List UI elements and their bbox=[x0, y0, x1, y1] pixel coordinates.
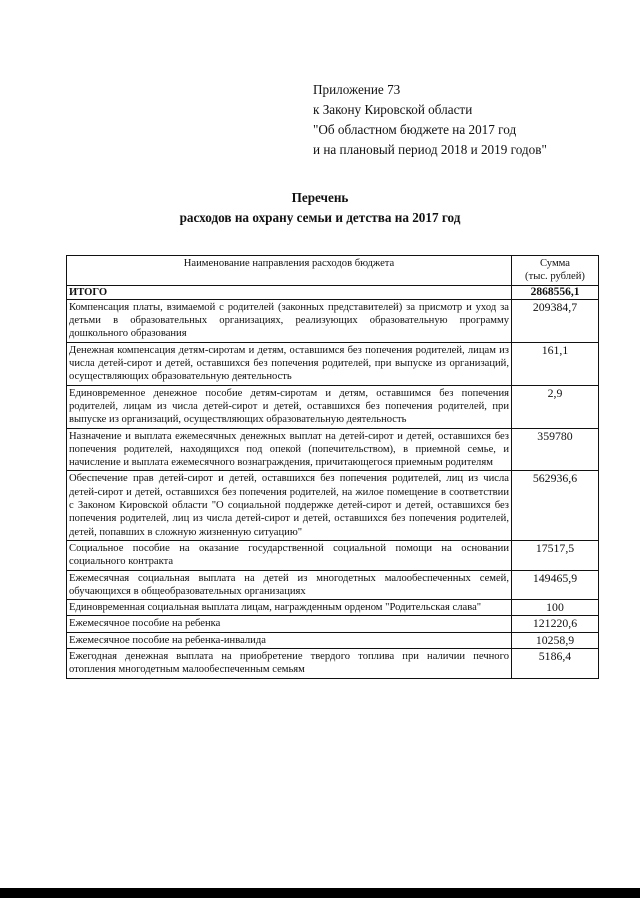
row-name: Ежемесячная социальная выплата на детей из многодетных малообеспеченных семей, обучающихся в общеобразовательных организациях bbox=[67, 570, 512, 600]
row-sum: 562936,6 bbox=[512, 471, 599, 540]
table-row bbox=[67, 299, 599, 342]
appendix-law-period: и на плановый период 2018 и 2019 годов" bbox=[313, 142, 547, 157]
appendix-number: Приложение 73 bbox=[313, 82, 401, 97]
row-name: Социальное пособие на оказание государственной социальной помощи на основании социального контракта bbox=[67, 540, 512, 570]
column-header-sum-label: Сумма bbox=[540, 258, 570, 269]
table-row bbox=[67, 632, 599, 648]
column-header-name: Наименование направления расходов бюджета bbox=[67, 256, 512, 286]
table-row bbox=[67, 616, 599, 632]
row-name: Ежемесячное пособие на ребенка bbox=[67, 616, 512, 632]
column-header-sum-unit: (тыс. рублей) bbox=[525, 271, 585, 283]
row-name: Компенсация платы, взимаемой с родителей (законных представителей) за присмотр и уход за детьми в образовательных организациях, реализующих образовательную программу дошкольного образования bbox=[67, 299, 512, 342]
total-value: 2868556,1 bbox=[512, 285, 599, 299]
row-name: Единовременная социальная выплата лицам, награжденным орденом "Родительская слава" bbox=[67, 600, 512, 616]
table-row bbox=[67, 342, 599, 385]
title-line-1: Перечень bbox=[291, 190, 349, 205]
table-row bbox=[67, 428, 599, 471]
row-sum: 5186,4 bbox=[512, 649, 599, 679]
table-header-row bbox=[67, 256, 599, 286]
row-sum: 2,9 bbox=[512, 385, 599, 428]
expenses-table bbox=[66, 255, 599, 679]
row-sum: 359780 bbox=[512, 428, 599, 471]
appendix-header bbox=[313, 80, 613, 160]
table-row bbox=[67, 385, 599, 428]
row-name: Назначение и выплата ежемесячных денежных выплат на детей-сирот и детей, оставшихся без попечения родителей, находящихся под опекой (попечительством), в приемной семье, и начисление и выплата ежемесячного вознаграждения, причитающегося приемным родителям bbox=[67, 428, 512, 471]
row-name: Единовременное денежное пособие детям-сиротам и детям, оставшимся без попечения родителей, лицам из числа детей-сирот и детей, оставшихся без попечения родителей, при выпуске из организаций, осуществляющих образовательную деятельность bbox=[67, 385, 512, 428]
row-sum: 161,1 bbox=[512, 342, 599, 385]
row-sum: 121220,6 bbox=[512, 616, 599, 632]
table-row bbox=[67, 570, 599, 600]
document-title bbox=[0, 188, 640, 228]
table-row bbox=[67, 540, 599, 570]
table-row bbox=[67, 471, 599, 540]
title-line-2: расходов на охрану семьи и детства на 2017 год bbox=[179, 210, 461, 225]
table-row bbox=[67, 600, 599, 616]
row-name: Обеспечение прав детей-сирот и детей, оставшихся без попечения родителей, лиц из числа детей-сирот и детей, оставшихся без попечения родителей, на жилое помещение в соответствии с Законом Кировской области "О социальной поддержке детей-сирот и детей, оставшихся без попечения родителей, лиц из числа детей-сирот и детей, оставшихся без попечения родителей, детей, попавших в сложную жизненную ситуацию" bbox=[67, 471, 512, 540]
row-name: Ежегодная денежная выплата на приобретение твердого топлива при наличии печного отопления многодетным малообеспеченным семьям bbox=[67, 649, 512, 679]
total-label: ИТОГО bbox=[67, 285, 512, 299]
row-sum: 100 bbox=[512, 600, 599, 616]
appendix-law-title: "Об областном бюджете на 2017 год bbox=[313, 122, 517, 137]
row-name: Ежемесячное пособие на ребенка-инвалида bbox=[67, 632, 512, 648]
column-header-sum bbox=[512, 256, 599, 286]
row-sum: 10258,9 bbox=[512, 632, 599, 648]
scan-edge-bar bbox=[0, 888, 640, 898]
row-sum: 209384,7 bbox=[512, 299, 599, 342]
row-sum: 149465,9 bbox=[512, 570, 599, 600]
row-name: Денежная компенсация детям-сиротам и детям, оставшимся без попечения родителей, лицам из числа детей-сирот и детей, оставшихся без попечения родителей, при выпуске из организаций, осуществляющих образовательную деятельность bbox=[67, 342, 512, 385]
appendix-law-ref: к Закону Кировской области bbox=[313, 102, 473, 117]
table-row bbox=[67, 649, 599, 679]
row-sum: 17517,5 bbox=[512, 540, 599, 570]
total-row bbox=[67, 285, 599, 299]
